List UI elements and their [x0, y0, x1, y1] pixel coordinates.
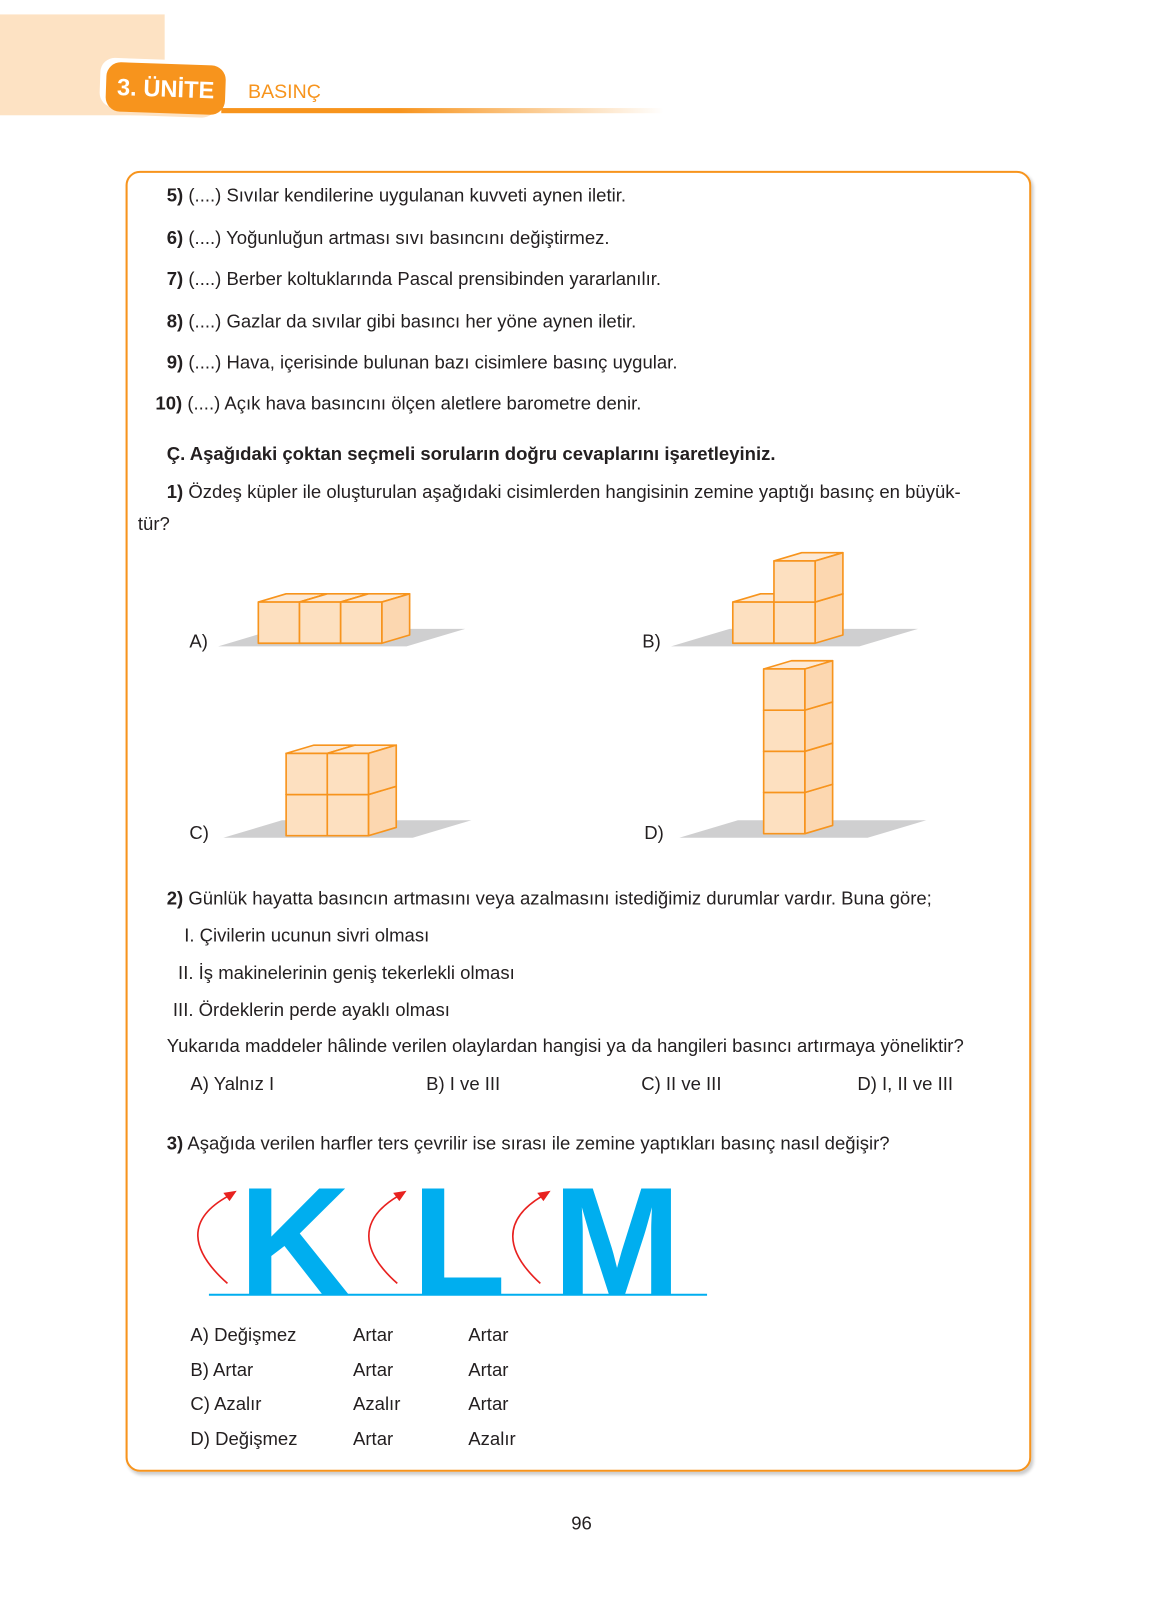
item-text: (....) Gazlar da sıvılar gibi basıncı her yöne aynen iletir.: [188, 310, 637, 332]
cube-front: [299, 602, 340, 643]
q3-option-c-3: Artar: [468, 1393, 509, 1415]
q3-option-a-2: Artar: [353, 1324, 394, 1346]
q3-option-a-3: Artar: [468, 1324, 509, 1346]
q2-item: II. İş makinelerinin geniş tekerlekli olması: [178, 962, 515, 983]
cube-front: [764, 710, 805, 751]
question-line: Günlük hayatta basıncın artmasını veya azalmasını istediğimiz durumlar vardır. Buna göre;: [188, 888, 932, 909]
cube-front: [764, 792, 805, 833]
q1-option-a: A): [189, 630, 208, 652]
q2-question: Yukarıda maddeler hâlinde verilen olaylardan hangisi ya da hangileri basıncı artırmaya yöneliktir?: [166, 1035, 964, 1056]
q1-option-c: C): [189, 822, 209, 843]
cube-front: [774, 602, 815, 643]
item-number: 6): [166, 227, 184, 249]
question-line: Özdeş küpler ile oluşturulan aşağıdaki cisimlerden hangisinin zemine yaptığı basınç en büyük-: [188, 481, 961, 503]
cube-side: [805, 661, 833, 710]
q3-option-d-3: Azalır: [468, 1428, 516, 1450]
q3-option-b-3: Artar: [468, 1359, 509, 1381]
letter-m: M: [552, 1154, 682, 1328]
question-number: 3): [166, 1133, 184, 1154]
q1-option-b: B): [642, 630, 661, 652]
q3-option-d-2: Artar: [353, 1428, 394, 1450]
letter-k: K: [238, 1154, 351, 1328]
cube-front: [774, 561, 815, 602]
cube-front: [341, 602, 382, 643]
q1-option-d: D): [644, 822, 664, 843]
q2-text: [167, 888, 932, 910]
q2-option-d: D) I, II ve III: [857, 1073, 954, 1095]
item-text: (....) Yoğunluğun artması sıvı basıncını değiştirmez.: [188, 227, 610, 249]
q3-option-b-2: Artar: [353, 1359, 394, 1381]
item-text: (....) Sıvılar kendilerine uygulanan kuvveti aynen iletir.: [188, 185, 627, 206]
q2-option-a: A) Yalnız I: [190, 1073, 275, 1095]
item-text: (....) Hava, içerisinde bulunan bazı cisimlere basınç uygular.: [188, 351, 678, 373]
page-number: 96: [571, 1512, 592, 1534]
cube-side: [368, 745, 396, 794]
q2-option-b: B) I ve III: [426, 1073, 501, 1095]
q3-option-c: C) Azalır: [190, 1393, 262, 1415]
cube-front: [764, 751, 805, 792]
section-heading: Ç. Aşağıdaki çoktan seçmeli soruların doğru cevaplarını işaretleyiniz.: [166, 443, 776, 465]
q2-option-c: C) II ve III: [641, 1073, 722, 1095]
cube-front: [286, 753, 327, 794]
q3-option-b: B) Artar: [190, 1359, 254, 1381]
q2-item: I. Çivilerin ucunun sivri olması: [184, 925, 430, 946]
cube-side: [382, 594, 410, 643]
item-number: 8): [166, 310, 184, 332]
question-number: 1): [166, 481, 184, 503]
unit-badge: 3. ÜNİTE: [105, 62, 226, 116]
q3-option-c-2: Azalır: [353, 1393, 401, 1415]
q3-option-a: A) Değişmez: [190, 1324, 297, 1346]
q1-text-cont: tür?: [137, 513, 170, 535]
unit-title: BASINÇ: [248, 81, 321, 103]
question-line: Aşağıda verilen harfler ters çevrilir ise sırası ile zemine yaptıkları basınç nasıl değişir?: [187, 1133, 890, 1154]
item-number: 5): [166, 185, 184, 206]
cube-front: [258, 602, 299, 643]
item-text: (....) Berber koltuklarında Pascal prensibinden yararlanılır.: [188, 268, 662, 290]
item-number: 10): [155, 393, 183, 414]
letter-l: L: [411, 1154, 506, 1328]
item-number: 9): [166, 351, 184, 373]
q3-text: [167, 1133, 890, 1155]
cube-front: [327, 795, 368, 836]
item-number: 7): [166, 268, 184, 290]
q2-item: III. Ördeklerin perde ayaklı olması: [172, 999, 450, 1020]
cube-front: [286, 795, 327, 836]
item-text: (....) Açık hava basıncını ölçen aletlere barometre denir.: [187, 393, 642, 414]
question-number: 2): [166, 888, 184, 909]
cube-front: [764, 669, 805, 710]
cube-front: [327, 753, 368, 794]
cube-front: [733, 602, 774, 643]
cube-side: [815, 553, 843, 602]
q3-option-d: D) Değişmez: [190, 1428, 298, 1450]
